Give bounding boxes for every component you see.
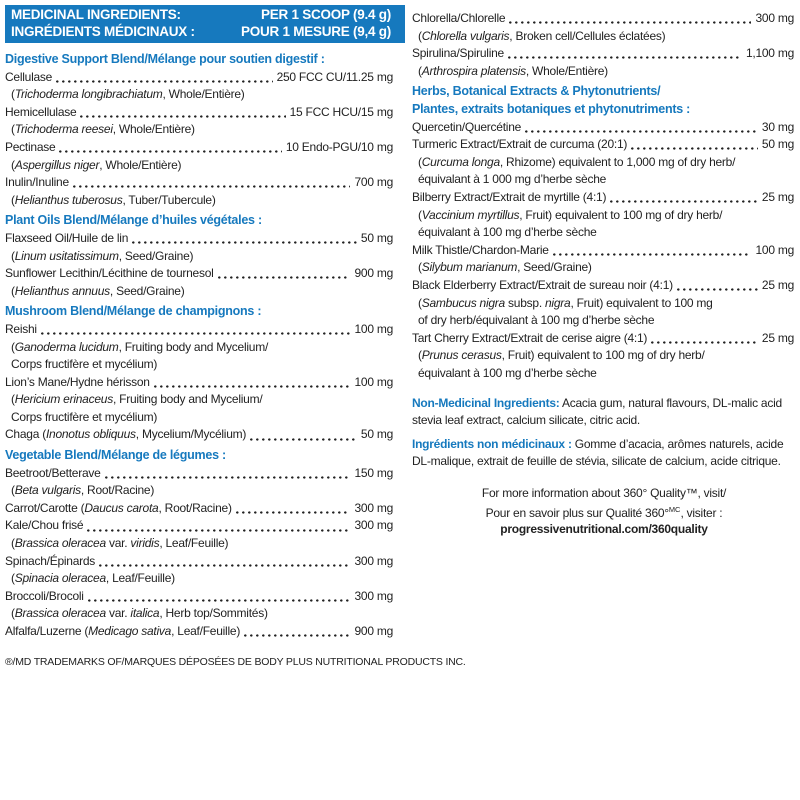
ingredient-name — [412, 10, 505, 28]
ingredient-row — [412, 10, 796, 28]
text-segment: Kale/Chou frisé — [5, 518, 84, 533]
ingredient-section — [5, 51, 405, 209]
text-segment: Chlorella/Chlorelle — [412, 11, 506, 25]
text-segment: Beetroot/Betterave — [5, 465, 101, 480]
ingredient-row — [5, 623, 405, 641]
ingredient-name — [5, 465, 101, 483]
ingredient-section — [5, 447, 405, 641]
text-segment: ( — [11, 248, 15, 263]
paragraph-text: Acacia gum, natural flavours, DL-malic acid stevia leaf extract, calcium silicate, citric acid. — [412, 396, 782, 428]
ingredient-row — [5, 426, 405, 444]
header-serving — [241, 7, 391, 40]
ingredient-amount: 100 mg — [755, 242, 794, 257]
ingredient-amount: 10 Endo-PGU/10 mg — [285, 139, 393, 154]
ingredient-source-note — [5, 391, 405, 409]
ingredient-amount: 50 mg — [761, 137, 794, 152]
ingredient-section — [412, 83, 796, 382]
text-segment: of dry herb/équivalant à 100 mg d’herbe sèche — [418, 313, 655, 328]
ingredient-source-note — [412, 154, 796, 172]
text-segment: Chaga ( — [5, 427, 46, 442]
ingredient-name — [5, 139, 55, 157]
text-segment: ( — [11, 339, 15, 354]
dot-leader — [218, 276, 351, 279]
dot-leader — [88, 599, 351, 602]
dot-leader — [509, 21, 751, 24]
text-segment: , Whole/Entière) — [162, 87, 245, 102]
text-segment: Alfalfa/Luzerne ( — [5, 624, 89, 638]
dot-leader — [132, 241, 357, 244]
text-segment: , Rhizome) equivalent to 1,000 mg of dry herb/ — [499, 154, 736, 169]
latin-name: Brassica oleracea — [14, 536, 106, 551]
ingredient-source-note — [5, 121, 405, 139]
text-segment: ( — [11, 606, 15, 621]
ingredient-source-note — [5, 482, 405, 500]
ingredient-amount: 25 mg — [761, 277, 794, 292]
text-segment: équivalant à 100 mg d’herbe sèche — [418, 225, 597, 240]
text-segment: ( — [418, 28, 422, 43]
ingredient-row — [5, 588, 405, 606]
text-segment: , Herb top/Sommités) — [159, 606, 268, 621]
ingredient-amount: 30 mg — [761, 119, 794, 134]
latin-name: Sambucus nigra — [421, 295, 505, 310]
ingredient-name — [5, 230, 128, 248]
text-segment: , Seed/Graine) — [517, 260, 592, 275]
text-segment: , Whole/Entière) — [99, 157, 182, 172]
dot-leader — [525, 130, 758, 133]
footer-url: progressivenutritional.com/360quality — [500, 522, 708, 537]
ingredient-source-note — [412, 171, 796, 189]
text-segment: Hemicellulase — [5, 104, 77, 119]
ingredient-row — [5, 139, 405, 157]
text-segment: ( — [11, 122, 15, 137]
latin-name: Curcuma longa — [421, 154, 500, 169]
dot-leader — [99, 564, 350, 567]
text-segment: var. — [105, 536, 131, 551]
ingredient-amount: 300 mg — [354, 518, 393, 533]
ingredient-source-note — [412, 207, 796, 225]
text-segment: Cellulase — [5, 69, 53, 84]
ingredient-source-note — [5, 535, 405, 553]
dot-leader — [73, 185, 351, 188]
ingredient-source-note — [5, 192, 405, 210]
left-ingredient-sections — [5, 51, 405, 641]
ingredient-row — [5, 104, 405, 122]
ingredient-name — [412, 330, 647, 348]
text-segment: , Leaf/Feuille) — [171, 624, 241, 638]
dot-leader — [236, 511, 351, 514]
footer-mc-superscript: MC — [668, 504, 681, 514]
text-segment: subsp. — [504, 295, 545, 310]
ingredient-row — [412, 189, 796, 207]
latin-name: Spinacia oleracea — [14, 571, 106, 586]
ingredient-name — [5, 517, 83, 535]
text-segment: Quercetin/Quercétine — [412, 119, 522, 134]
text-segment: Black Elderberry Extract/Extrait de sureau noir (4:1) — [412, 277, 673, 292]
latin-name: nigra — [545, 295, 571, 310]
dot-leader — [59, 150, 281, 153]
ingredient-name — [412, 242, 549, 260]
text-segment: , Fruit) equivalent to 100 mg — [570, 295, 713, 310]
latin-name: Brassica oleracea — [14, 606, 106, 621]
latin-name: Arthrospira platensis — [421, 63, 526, 78]
text-segment: , Tuber/Tubercule) — [122, 192, 216, 207]
ingredient-amount: 100 mg — [354, 321, 393, 336]
dot-leader — [80, 115, 285, 118]
text-segment: , Root/Racine) — [80, 483, 155, 498]
text-segment: , Fruiting body and Mycelium/ — [112, 392, 263, 407]
ingredient-name — [5, 265, 214, 283]
ingredient-source-note — [412, 63, 796, 81]
text-segment: Broccoli/Brocoli — [5, 588, 84, 603]
ingredient-name — [5, 588, 84, 606]
header-serving-fr: POUR 1 MESURE (9,4 g) — [240, 23, 391, 39]
header-serving-en: PER 1 SCOOP (9.4 g) — [260, 7, 391, 22]
ingredient-source-note — [412, 28, 796, 46]
text-segment: Corps fructifère et mycélium) — [11, 409, 158, 424]
ingredient-source-note — [5, 157, 405, 175]
non-medicinal-paragraph — [412, 395, 796, 429]
ingredient-source-note — [412, 295, 796, 313]
text-segment: , Fruit) equivalent to 100 mg of dry herb/ — [501, 348, 705, 363]
section-heading: Plantes, extraits botaniques et phytonutriments : — [412, 101, 691, 116]
ingredient-row — [412, 136, 796, 154]
section-heading: Digestive Support Blend/Mélange pour soutien digestif : — [5, 52, 325, 66]
text-segment: ( — [11, 157, 15, 172]
dot-leader — [87, 529, 350, 532]
ingredient-amount: 50 mg — [360, 427, 393, 442]
text-segment: Carrot/Carotte ( — [5, 500, 85, 515]
ingredient-name — [5, 69, 52, 87]
text-segment: Inulin/Inuline — [5, 175, 69, 190]
latin-name: Helianthus annuus — [14, 283, 110, 298]
section-heading: Plant Oils Blend/Mélange d’huiles végétales : — [5, 213, 262, 228]
ingredient-row — [412, 45, 796, 63]
ingredient-name — [5, 623, 240, 641]
text-segment: Bilberry Extract/Extrait de myrtille (4:1) — [412, 189, 607, 204]
text-segment: Lion’s Mane/Hydne hérisson — [5, 374, 150, 389]
ingredient-name — [5, 174, 69, 192]
ingredient-row — [5, 174, 405, 192]
ingredient-source-note — [412, 259, 796, 277]
ingredient-section — [412, 10, 796, 80]
latin-name: Daucus carota — [84, 500, 159, 515]
latin-name: Hericium erinaceus — [14, 392, 113, 407]
ingredient-name — [412, 119, 521, 137]
text-segment: ( — [418, 207, 422, 222]
latin-name: Inonotus obliquus — [45, 427, 136, 442]
latin-name: Chlorella vulgaris — [421, 28, 510, 43]
text-segment: équivalant à 1 000 mg d’herbe sèche — [418, 172, 607, 187]
footer-line-fr-post: , visiter : — [680, 505, 723, 520]
ingredient-source-note — [412, 365, 796, 383]
ingredient-source-note — [5, 409, 405, 427]
ingredient-amount: 1,100 mg — [745, 46, 794, 61]
ingredient-name — [5, 104, 76, 122]
text-segment: ( — [11, 536, 15, 551]
footer-line-fr-pre: Pour en savoir plus sur Qualité 360° — [485, 505, 669, 520]
dot-leader — [56, 80, 272, 83]
latin-name: viridis — [130, 536, 160, 551]
latin-name: Vaccinium myrtillus — [421, 207, 520, 222]
text-segment: , Whole/Entière) — [112, 122, 195, 137]
text-segment: Reishi — [5, 321, 37, 336]
paragraph-text: Gomme d’acacia, arômes naturels, acide DL-malique, extrait de feuille de stévia, silicate de calcium, acide citrique. — [412, 437, 784, 469]
ingredient-source-note — [412, 224, 796, 242]
header-title-en: MEDICINAL INGREDIENTS: — [11, 7, 181, 22]
ingredient-row — [412, 277, 796, 295]
ingredient-amount: 25 mg — [761, 330, 794, 345]
text-segment: , Seed/Graine) — [109, 283, 185, 298]
right-column — [412, 5, 796, 800]
paragraph-label: Non-Medicinal Ingredients: — [412, 396, 560, 411]
latin-name: Trichoderma longibrachiatum — [14, 87, 163, 102]
ingredient-source-note — [5, 570, 405, 588]
dot-leader — [105, 476, 351, 479]
ingredient-amount: 300 mg — [354, 553, 393, 568]
text-segment: ( — [418, 260, 422, 275]
text-segment: var. — [105, 606, 131, 621]
text-segment: Milk Thistle/Chardon-Marie — [412, 242, 549, 257]
latin-name: italica — [130, 606, 160, 621]
dot-leader — [154, 385, 351, 388]
text-segment: équivalant à 100 mg d’herbe sèche — [418, 365, 597, 380]
ingredient-source-note — [5, 356, 405, 374]
ingredient-amount: 300 mg — [354, 500, 393, 515]
text-segment: ( — [11, 87, 15, 102]
dot-leader — [250, 438, 357, 441]
text-segment: Sunflower Lecithin/Lécithine de tournesol — [5, 266, 214, 281]
ingredient-amount: 100 mg — [354, 374, 393, 389]
text-segment: , Fruiting body and Mycelium/ — [118, 339, 269, 354]
ingredient-source-note — [5, 86, 405, 104]
text-segment: , Fruit) equivalent to 100 mg of dry herb/ — [519, 207, 723, 222]
text-segment: ( — [11, 571, 15, 586]
text-segment: Tart Cherry Extract/Extrait de cerise aigre (4:1) — [412, 330, 648, 345]
latin-name: Prunus cerasus — [421, 348, 502, 363]
ingredient-amount: 50 mg — [360, 230, 393, 245]
text-segment: ( — [11, 483, 15, 498]
right-ingredient-sections — [412, 10, 796, 382]
section-heading: Vegetable Blend/Mélange de légumes : — [5, 448, 226, 463]
ingredient-amount: 900 mg — [354, 624, 393, 638]
text-segment: ( — [11, 192, 15, 207]
ingredient-row — [5, 374, 405, 392]
text-segment: , Leaf/Feuille) — [105, 571, 175, 586]
text-segment: , Mycelium/Mycélium) — [135, 427, 247, 442]
ingredient-row — [5, 517, 405, 535]
dot-leader — [508, 56, 742, 59]
ingredient-source-note — [412, 312, 796, 330]
ingredient-name — [5, 321, 37, 339]
text-segment: , Seed/Graine) — [118, 248, 194, 263]
latin-name: Trichoderma reesei — [14, 122, 113, 137]
ingredient-name — [5, 500, 232, 518]
ingredient-amount: 15 FCC HCU/15 mg — [289, 104, 393, 119]
ingredient-name — [5, 374, 150, 392]
ingredient-amount: 700 mg — [354, 175, 393, 190]
latin-name: Silybum marianum — [421, 260, 518, 275]
ingredient-source-note — [5, 248, 405, 266]
dot-leader — [610, 200, 758, 203]
ingredient-name — [5, 553, 95, 571]
ingredient-amount: 250 FCC CU/11.25 mg — [276, 69, 393, 84]
ingredient-name — [412, 45, 504, 63]
text-segment: Corps fructifère et mycélium) — [11, 357, 158, 372]
dot-leader — [553, 253, 752, 256]
latin-name: Ganoderma lucidum — [14, 339, 119, 354]
text-segment: , Broken cell/Cellules éclatées) — [509, 28, 666, 43]
text-segment: Turmeric Extract/Extrait de curcuma (20:1) — [412, 137, 628, 152]
paragraph-label: Ingrédients non médicinaux : — [412, 437, 572, 452]
dot-leader — [41, 332, 351, 335]
ingredient-row — [412, 330, 796, 348]
dot-leader — [651, 341, 758, 344]
ingredient-source-note — [412, 347, 796, 365]
footer — [412, 485, 796, 538]
dot-leader — [631, 147, 758, 150]
ingredient-row — [412, 119, 796, 137]
ingredient-row — [5, 230, 405, 248]
ingredient-row — [5, 69, 405, 87]
text-segment: Pectinase — [5, 139, 56, 154]
latin-name: Linum usitatissimum — [14, 248, 119, 263]
header-titles — [11, 7, 195, 40]
header-title-fr: INGRÉDIENTS MÉDICINAUX : — [11, 23, 195, 39]
ingredient-amount: 25 mg — [761, 189, 794, 204]
latin-name: Helianthus tuberosus — [14, 192, 123, 207]
non-medicinal-paragraphs — [412, 395, 796, 470]
text-segment: ( — [418, 154, 422, 169]
ingredient-name — [412, 189, 606, 207]
dot-leader — [244, 634, 350, 637]
text-segment: ( — [11, 392, 15, 407]
ingredient-row — [5, 553, 405, 571]
ingredient-name — [5, 426, 246, 444]
ingredient-amount: 300 mg — [755, 11, 794, 25]
non-medicinal-paragraph — [412, 436, 796, 470]
ingredient-amount: 150 mg — [354, 465, 393, 480]
text-segment: ( — [418, 348, 422, 363]
ingredient-row — [5, 321, 405, 339]
ingredient-row — [5, 265, 405, 283]
ingredient-name — [412, 277, 673, 295]
section-heading: Mushroom Blend/Mélange de champignons : — [5, 304, 262, 319]
latin-name: Medicago sativa — [88, 624, 172, 638]
ingredient-source-note — [5, 605, 405, 623]
dot-leader — [677, 288, 758, 291]
text-segment: ( — [418, 63, 422, 78]
ingredient-row — [5, 465, 405, 483]
ingredient-row — [5, 500, 405, 518]
text-segment: ( — [11, 283, 15, 298]
text-segment: Flaxseed Oil/Huile de lin — [5, 230, 129, 245]
section-heading: Herbs, Botanical Extracts & Phytonutrients/ — [412, 84, 661, 99]
ingredient-name — [412, 136, 627, 154]
footer-line-en: For more information about 360° Quality™, visit/ — [481, 486, 727, 501]
footer-line-fr — [412, 502, 796, 522]
ingredient-amount: 900 mg — [354, 266, 393, 281]
text-segment: ( — [418, 295, 422, 310]
text-segment: , Leaf/Feuille) — [159, 536, 229, 551]
trademark-note: ®/MD TRADEMARKS OF/MARQUES DÉPOSÉES DE BODY PLUS NUTRITIONAL PRODUCTS INC. — [5, 655, 466, 668]
ingredient-section — [5, 303, 405, 444]
ingredient-source-note — [5, 339, 405, 357]
latin-name: Aspergillus niger — [14, 157, 100, 172]
text-segment: , Root/Racine) — [158, 500, 232, 515]
text-segment: Spirulina/Spiruline — [412, 46, 504, 61]
text-segment: , Whole/Entière) — [525, 63, 608, 78]
ingredient-section — [5, 212, 405, 300]
ingredient-amount: 300 mg — [354, 588, 393, 603]
medicinal-ingredients-header-bar — [5, 5, 405, 43]
latin-name: Beta vulgaris — [14, 483, 81, 498]
ingredient-row — [412, 242, 796, 260]
ingredient-source-note — [5, 283, 405, 301]
text-segment: Spinach/Épinards — [5, 553, 96, 568]
